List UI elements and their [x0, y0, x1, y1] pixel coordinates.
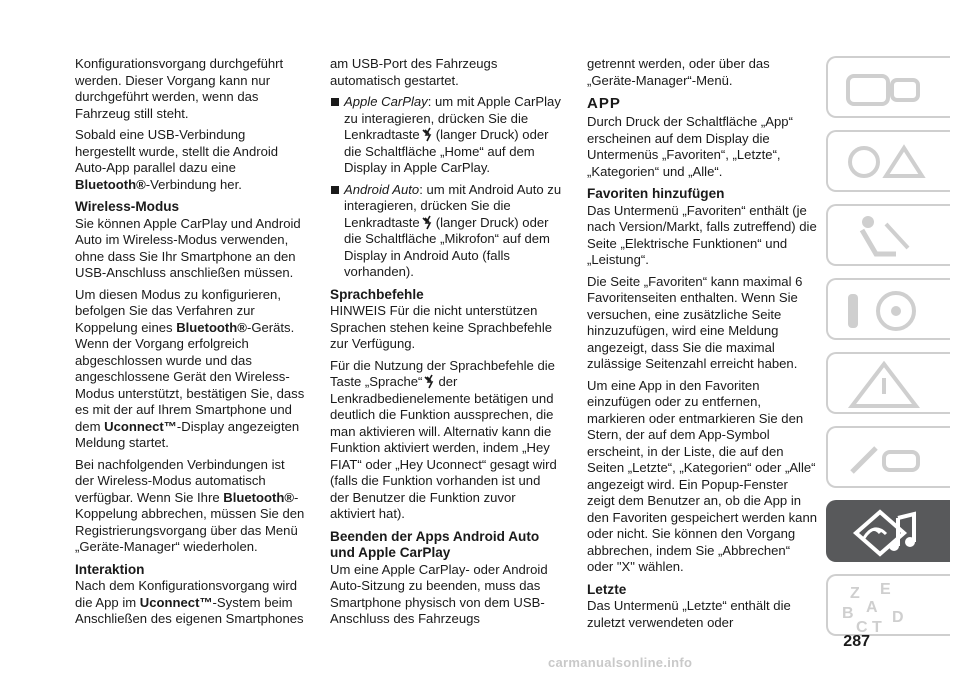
text: der Lenkradbedienelemente betätigen und deutlich die Funktion aussprechen, die man aktivieren will. Alternativ kann die Funktion aktiviert werden, indem „Hey FIAT“ oder „Hey Uconnect“ gesagt wird (falls die Funktion vorhanden ist und der Benutzer die Funktion zuvor aktiviert hat). [330, 374, 557, 521]
paragraph [75, 287, 307, 452]
chapter-tab-starting-driving[interactable] [826, 278, 950, 340]
text: Um diesen Modus zu konfigurieren, befolgen Sie das Verfahren zur Koppelung eines [75, 286, 281, 335]
voice-command-icon [423, 374, 437, 389]
text: -Geräts. Wenn der Vorgang erfolgreich abgeschlossen wurde und das angeschlossene Gerät den Wireless-Modus unterstützt, bestätigen Sie, dass es mit der auf Ihrem Smartphone und dem [75, 319, 305, 434]
chapter-heading: APP [587, 95, 621, 112]
chapter-tab-dashboard[interactable] [826, 56, 950, 118]
chapter-tab-maintenance[interactable] [826, 426, 950, 488]
road-warning-icon [836, 358, 932, 412]
section-heading: Wireless-Modus [75, 199, 180, 214]
chapter-tab-warning-lights[interactable] [826, 130, 950, 192]
chapter-tab-index[interactable] [826, 574, 950, 636]
text: -Display angezeigten Meldung startet. [75, 418, 300, 450]
text-italic: Apple CarPlay [344, 94, 428, 109]
paragraph: Die Seite „Favoriten“ kann maximal 6 Favoritenseiten enthalten. Wenn Sie versuchen, eine zusätzliche Seite hinzuzufügen, wird eine Meldung angezeigt, dass Sie die maximal zulässige Seitenzahl erreicht haben. [587, 273, 803, 371]
text-bold: Bluetooth® [75, 176, 146, 192]
warning-lights-icon [836, 136, 932, 190]
index-letter: Z [850, 585, 860, 602]
paragraph: Um eine Apple CarPlay- oder Android Auto-Sitzung zu beenden, muss das Smartphone physisch von dem USB-Anschluss des Fahrzeugs [330, 561, 548, 626]
text: -Verbindung her. [145, 176, 242, 192]
text: Sobald eine USB-Verbindung hergestellt wurde, stellt die Android Auto-App parallel dazu eine [75, 127, 279, 175]
chapter-index-sidebar [826, 56, 950, 644]
paragraph: Das Untermenü „Letzte“ enthält die zuletzt verwendeten oder [587, 598, 791, 630]
paragraph: Sie können Apple CarPlay und Android Auto im Wireless-Modus verwenden, ohne dass Sie Ihr Smartphone an den USB-Anschluss anschließen müssen. [75, 215, 301, 280]
text-bold: Uconnect™ [104, 418, 177, 434]
paragraph: Konfigurationsvorgang durchgeführt werden. Dieser Vorgang kann nur durchgeführt werden, wenn das Fahrzeug still steht. [75, 56, 284, 121]
bullet-square-icon [331, 98, 339, 106]
text-italic: Android Auto [344, 181, 420, 197]
paragraph: HINWEIS Für die nicht unterstützen Sprachen stehen keine Sprachbefehle zur Verfügung. [330, 303, 553, 351]
text: (langer Druck) oder die Schaltfläche „Mikrofon“ auf dem Display in Android Auto (falls vorhanden). [344, 214, 550, 279]
section-heading: Sprachbefehle [330, 286, 424, 302]
tools-car-icon [836, 432, 932, 486]
seat-airbag-icon [836, 210, 932, 264]
chapter-tab-emergency[interactable] [826, 352, 950, 414]
section-heading: Favoriten hinzufügen [587, 186, 725, 201]
bullet-item [330, 94, 562, 177]
text: : um mit Apple CarPlay zu interagieren, drücken Sie die Lenkradtaste [344, 94, 561, 142]
text-column-3 [587, 56, 819, 636]
paragraph: Um eine App in den Favoriten einzufügen oder zu entfernen, markieren oder entmarkieren Sie den Stern, der auf dem App-Symbol erscheint, in der Liste, die auf den Seiten „Letzte“, „Kategorien“ oder „Alle“ angezeigt wird. Ein Popup-Fenster zeigt dem Benutzer an, ob die App in den Favoriten gespeichert werden kann oder nicht. Sie können den Vorgang abbrechen, indem Sie „Abbrechen“ oder "X" wählen. [587, 377, 818, 574]
index-letters-icon [836, 580, 932, 634]
section-heading: Letzte [587, 581, 627, 597]
text: -System beim Anschließen des eigenen Smartphones [75, 594, 304, 626]
paragraph [75, 457, 307, 556]
paragraph: getrennt werden, oder über das „Geräte-Manager“-Menü. [587, 56, 770, 88]
watermark: carmanualsonline.info [548, 655, 693, 670]
voice-command-icon [421, 127, 435, 142]
text: : um mit Android Auto zu interagieren, drücken Sie die Lenkradtaste [344, 181, 562, 230]
index-letter: B [842, 605, 854, 622]
key-steering-icon [836, 284, 932, 338]
text-column-1 [75, 56, 307, 633]
index-letter: D [892, 609, 904, 626]
bullet-text [344, 94, 562, 177]
text: -Koppelung abbrechen, müssen Sie den Registrierungsvorgang über das Menü „Geräte-Manager“ wiederholen. [75, 489, 305, 554]
bullet-item [330, 182, 562, 281]
paragraph [330, 358, 562, 523]
text: Bei nachfolgenden Verbindungen ist der Wireless-Modus automatisch verfügbar. Wenn Sie Ihre [75, 456, 285, 505]
section-heading: Interaktion [75, 561, 145, 577]
multimedia-icon [836, 506, 932, 560]
index-letter: T [872, 619, 882, 634]
bullet-square-icon [331, 186, 339, 194]
chapter-tab-safety[interactable] [826, 204, 950, 266]
paragraph [75, 578, 307, 628]
text-bold: Uconnect™ [139, 594, 213, 610]
voice-command-icon [421, 215, 435, 230]
paragraph: Das Untermenü „Favoriten“ enthält (je nach Version/Markt, falls zutreffend) die Seite „Elektrische Funktionen“ und „Leistung“. [587, 202, 817, 267]
text-column-2 [330, 56, 562, 633]
text-bold: Bluetooth® [223, 489, 294, 505]
index-letter: C [856, 619, 868, 634]
text: Für die Nutzung der Sprachbefehle die Taste „Sprache“ [330, 357, 555, 389]
text-bold: Bluetooth® [176, 319, 247, 335]
index-letter: A [866, 599, 878, 616]
paragraph [75, 127, 307, 193]
text: (langer Druck) oder die Schaltfläche „Home“ auf dem Display in Apple CarPlay. [344, 127, 549, 175]
text: Nach dem Konfigurationsvorgang wird die App im [75, 578, 297, 610]
chapter-tab-multimedia[interactable] [826, 500, 950, 562]
paragraph: am USB-Port des Fahrzeugs automatisch gestartet. [330, 56, 498, 88]
section-heading: Beenden der Apps Android Auto und Apple CarPlay [330, 528, 540, 560]
paragraph: Durch Druck der Schaltfläche „App“ erscheinen auf dem Display die Untermenüs „Favoriten“, „Letzte“, „Kategorien“ und „Alle“. [587, 114, 793, 179]
index-letter: E [880, 581, 891, 598]
bullet-text [344, 182, 562, 281]
car-dashboard-icon [836, 62, 932, 116]
page-number: 287 [843, 633, 870, 650]
